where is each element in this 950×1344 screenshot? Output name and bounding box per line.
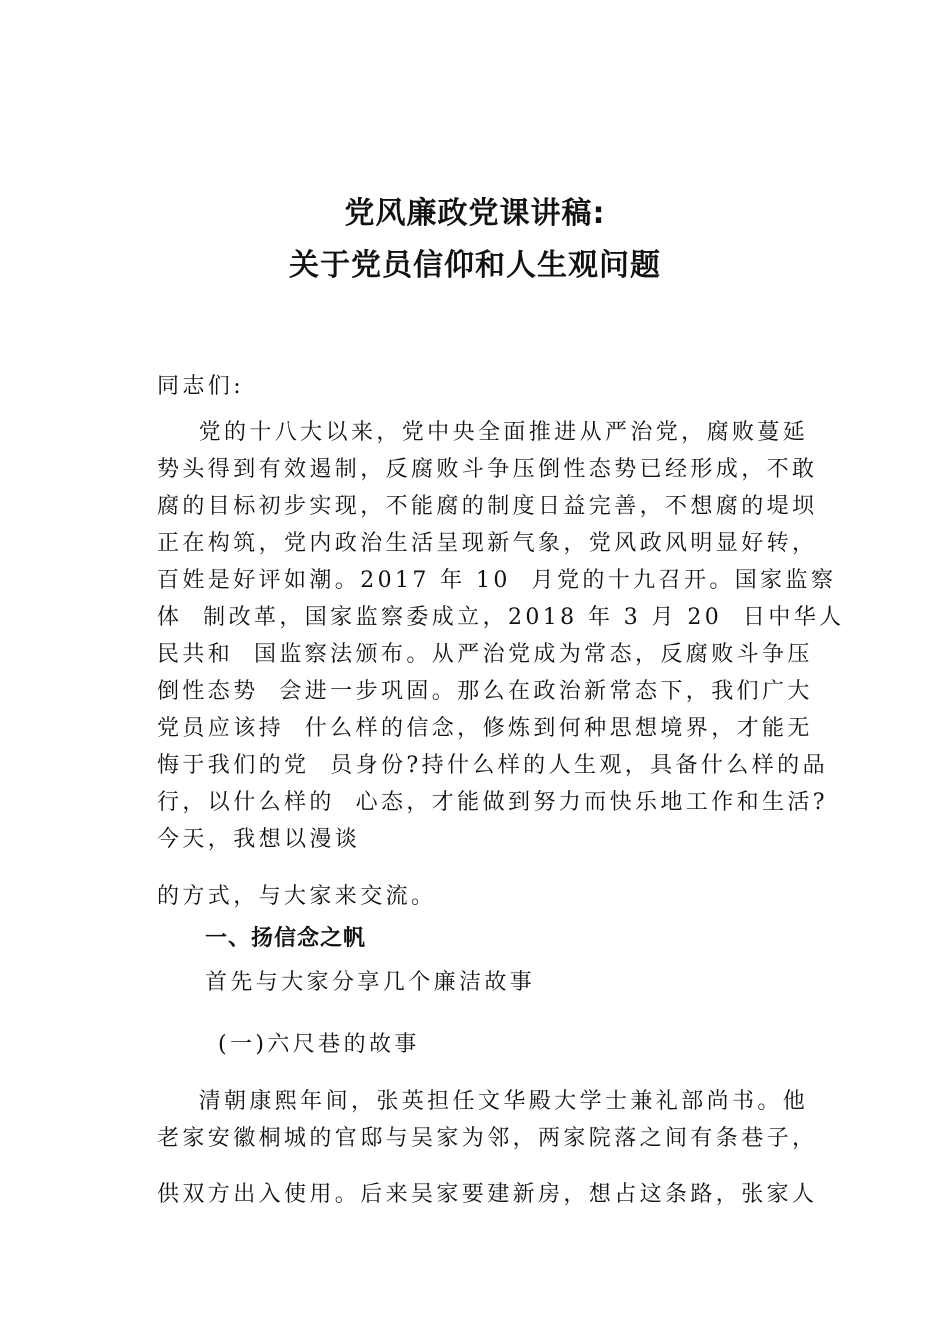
paragraph-line: 行，以什么样的 心态，才能做到努力而快乐地工作和生活? [157, 790, 828, 815]
paragraph-line: 倒性态势 会进一步巩固。那么在政治新常态下，我们广大 [157, 679, 813, 704]
story-line: 供双方出入使用。后来吴家要建新房，想占这条路，张家人 [157, 1182, 818, 1207]
section-intro: 首先与大家分享几个廉洁故事 [205, 970, 536, 995]
section-heading: 一、扬信念之帆 [205, 926, 367, 951]
salutation: 同志们: [157, 374, 245, 399]
subsection-heading: (一)六尺巷的故事 [218, 1032, 420, 1057]
paragraph-line: 正在构筑，党内政治生活呈现新气象，党风政风明显好转， [157, 531, 818, 556]
document-title-line-1: 党风廉政党课讲稿: [344, 196, 606, 231]
paragraph-line: 党员应该持 什么样的信念，修炼到何种思想境界，才能无 [157, 716, 813, 741]
document-title-line-2: 关于党员信仰和人生观问题 [289, 248, 661, 283]
paragraph-line: 百姓是好评如潮。2017 年 10 月党的十九召开。国家监察 [157, 568, 837, 593]
story-line: 老家安徽桐城的官邸与吴家为邻，两家院落之间有条巷子， [157, 1126, 818, 1151]
paragraph-line: 势头得到有效遏制，反腐败斗争压倒性态势已经形成，不敢 [157, 457, 818, 482]
paragraph-line: 悔于我们的党 员身份?持什么样的人生观，具备什么样的品 [157, 753, 828, 778]
paragraph-line: 党的十八大以来，党中央全面推进从严治党，腐败蔓延 [157, 420, 809, 445]
paragraph-tail: 的方式，与大家来交流。 [157, 884, 437, 909]
paragraph-line: 民共和 国监察法颁布。从严治党成为常态，反腐败斗争压 [157, 642, 813, 667]
story-line: 清朝康熙年间，张英担任文华殿大学士兼礼部尚书。他 [157, 1089, 809, 1114]
paragraph-line: 今天，我想以漫谈 [157, 827, 361, 852]
paragraph-line: 腐的目标初步实现，不能腐的制度日益完善，不想腐的堤坝 [157, 494, 818, 519]
paragraph-line: 体 制改革，国家监察委成立，2018 年 3 月 20 日中华人 [157, 605, 845, 630]
